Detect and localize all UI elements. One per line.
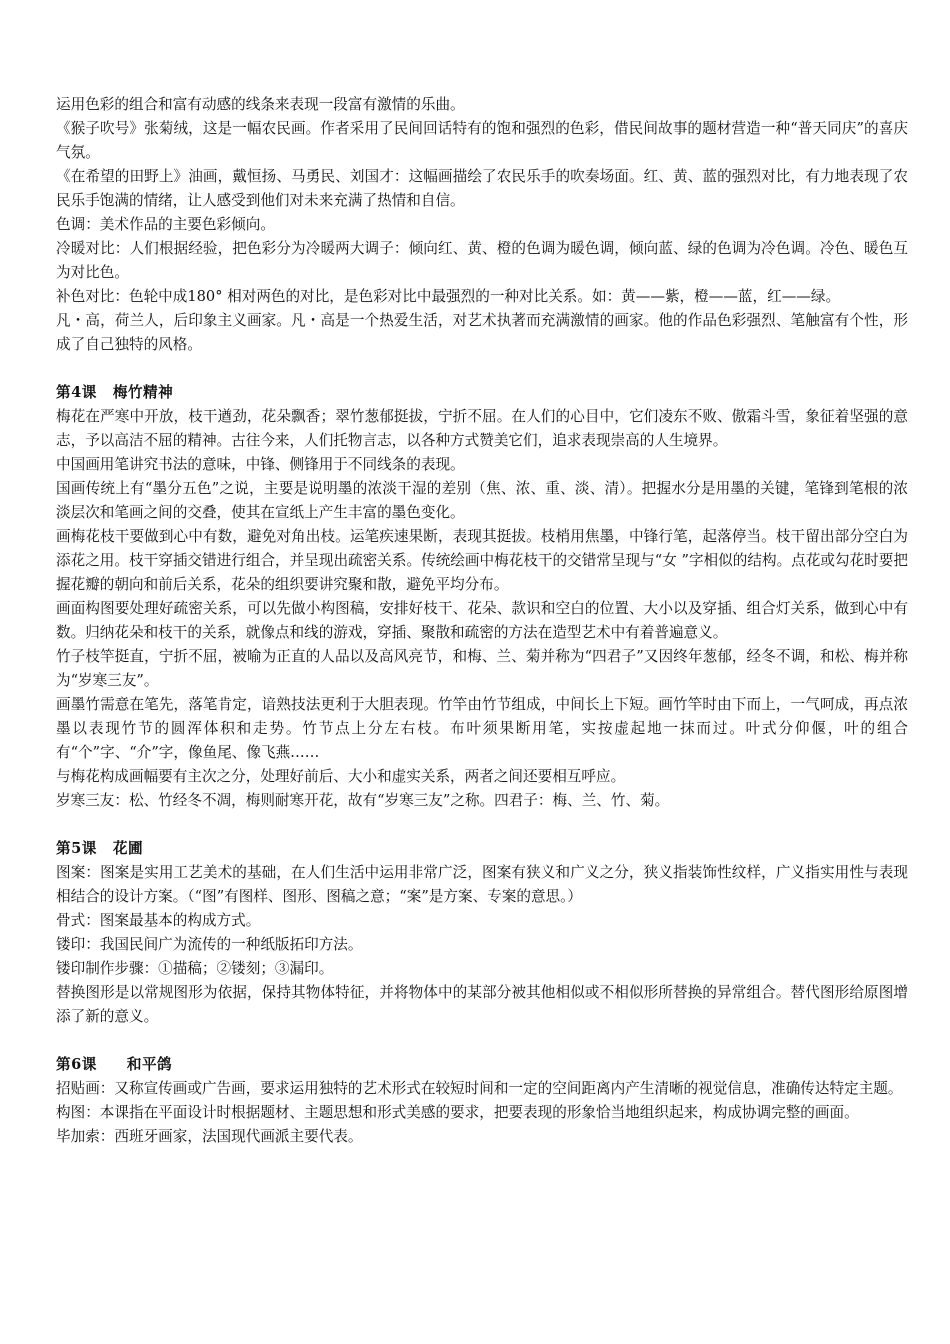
lesson-number: 第6课 [56,1056,97,1073]
paragraph: 运用色彩的组合和富有动感的线条来表现一段富有激情的乐曲。 [56,96,465,113]
paragraph: 中国画用笔讲究书法的意味，中锋、侧锋用于不同线条的表现。 [56,456,465,473]
paragraph: 镂印制作步骤：①描稿；②镂刻；③漏印。 [56,960,334,977]
paragraph: 画面构图要处理好疏密关系，可以先做小构图稿，安排好枝干、花朵、款识和空白的位置、大小以及穿插、组合灯关系，做到心中有数。归纳花朵和枝干的关系，就像点和线的游戏，穿插、聚散和疏密的方法在造型艺术中有着普遍意义。 [56,600,908,641]
paragraph: 《猴子吹号》张菊绒，这是一幅农民画。作者采用了民间回话特有的饱和强烈的色彩，借民间故事的题材营造一种“普天同庆”的喜庆气氛。 [56,120,908,161]
paragraph: 色调：美术作品的主要色彩倾向。 [56,216,275,233]
paragraph: 画墨竹需意在笔先，落笔肯定，谙熟技法更利于大胆表现。竹竿由竹节组成，中间长上下短。画竹竿时由下而上，一气呵成，再点浓墨以表现竹节的圆浑体积和走势。竹节点上分左右枝。布叶须果断用笔，实按虚起地一抹而过。叶式分仰偃，叶的组合有“个”字、“介”字，像鱼尾、像飞燕…… [56,696,908,761]
paragraph: 镂印：我国民间广为流传的一种纸版拓印方法。 [56,936,363,953]
paragraph: 与梅花构成画幅要有主次之分，处理好前后、大小和虚实关系，两者之间还要相互呼应。 [56,768,626,785]
lesson-5-heading [56,837,908,861]
paragraph: 图案：图案是实用工艺美术的基础，在人们生活中运用非常广泛，图案有狭义和广义之分，狭义指装饰性纹样，广义指实用性与表现相结合的设计方案。（“图”有图样、图形、图稿之意；“案”是方案、专案的意思。） [56,864,908,905]
paragraph: 画梅花枝干要做到心中有数，避免对角出枝。运笔疾速果断，表现其挺拔。枝梢用焦墨，中锋行笔，起落停当。枝干留出部分空白为添花之用。枝干穿插交错进行组合，并呈现出疏密关系。传统绘画中梅花枝干的交错常呈现与“女 ”字相似的结构。点花或勾花时要把握花瓣的朝向和前后关系，花朵的组织要讲究聚和散，避免平均分布。 [56,528,908,593]
lesson-title: 和平鸽 [126,1056,173,1073]
lesson-title: 花圃 [112,840,144,857]
paragraph: 凡・高，荷兰人，后印象主义画家。凡・高是一个热爱生活，对艺术执著而充满激情的画家。他的作品色彩强烈、笔触富有个性，形成了自己独特的风格。 [56,312,908,353]
paragraph: 补色对比：色轮中成180° 相对两色的对比，是色彩对比中最强烈的一种对比关系。如：黄——紫，橙——蓝，红——绿。 [56,288,841,305]
paragraph: 《在希望的田野上》油画，戴恒扬、马勇民、刘国才：这幅画描绘了农民乐手的吹奏场面。红、黄、蓝的强烈对比，有力地表现了农民乐手饱满的情绪，让人感受到他们对未来充满了热情和自信。 [56,168,908,209]
paragraph: 毕加索：西班牙画家，法国现代画派主要代表。 [56,1128,363,1145]
lesson-4-section [56,381,908,813]
lesson-number: 第5课 [56,840,97,857]
paragraph: 替换图形是以常规图形为依据，保持其物体特征，并将物体中的某部分被其他相似或不相似形所替换的异常组合。替代图形给原图增添了新的意义。 [56,984,908,1025]
lesson-6-section [56,1053,908,1149]
lesson-4-heading [56,381,908,405]
paragraph: 国画传统上有“墨分五色”之说，主要是说明墨的浓淡干湿的差别（焦、浓、重、淡、清）。把握水分是用墨的关键，笔锋到笔根的浓淡层次和笔画之间的交叠，使其在宣纸上产生丰富的墨色变化。 [56,480,908,521]
lesson-number: 第4课 [56,384,97,401]
lesson-5-section [56,837,908,1029]
lesson-title: 梅竹精神 [112,384,174,401]
paragraph: 构图：本课指在平面设计时根据题材、主题思想和形式美感的要求，把要表现的形象恰当地组织起来，构成协调完整的画面。 [56,1104,859,1121]
intro-section [56,93,908,357]
paragraph: 竹子枝竿挺直，宁折不屈，被喻为正直的人品以及高风亮节，和梅、兰、菊并称为“四君子”又因终年葱郁，经冬不调，和松、梅并称为“岁寒三友”。 [56,648,908,689]
lesson-6-heading [56,1053,908,1077]
paragraph: 骨式：图案最基本的构成方式。 [56,912,261,929]
paragraph: 梅花在严寒中开放，枝干遒劲，花朵飘香；翠竹葱郁挺拔，宁折不屈。在人们的心目中，它们凌东不败、傲霜斗雪，象征着坚强的意志，予以高洁不屈的精神。古往今来，人们托物言志，以各种方式赞美它们，追求表现崇高的人生境界。 [56,408,908,449]
paragraph: 招贴画：又称宣传画或广告画，要求运用独特的艺术形式在较短时间和一定的空间距离内产生清晰的视觉信息，准确传达特定主题。 [56,1080,903,1097]
paragraph: 岁寒三友：松、竹经冬不凋，梅则耐寒开花，故有“岁寒三友”之称。四君子：梅、兰、竹、菊。 [56,792,670,809]
paragraph: 冷暖对比：人们根据经验，把色彩分为冷暖两大调子：倾向红、黄、橙的色调为暖色调，倾向蓝、绿的色调为冷色调。冷色、暖色互为对比色。 [56,240,908,281]
document-page [56,93,908,1149]
